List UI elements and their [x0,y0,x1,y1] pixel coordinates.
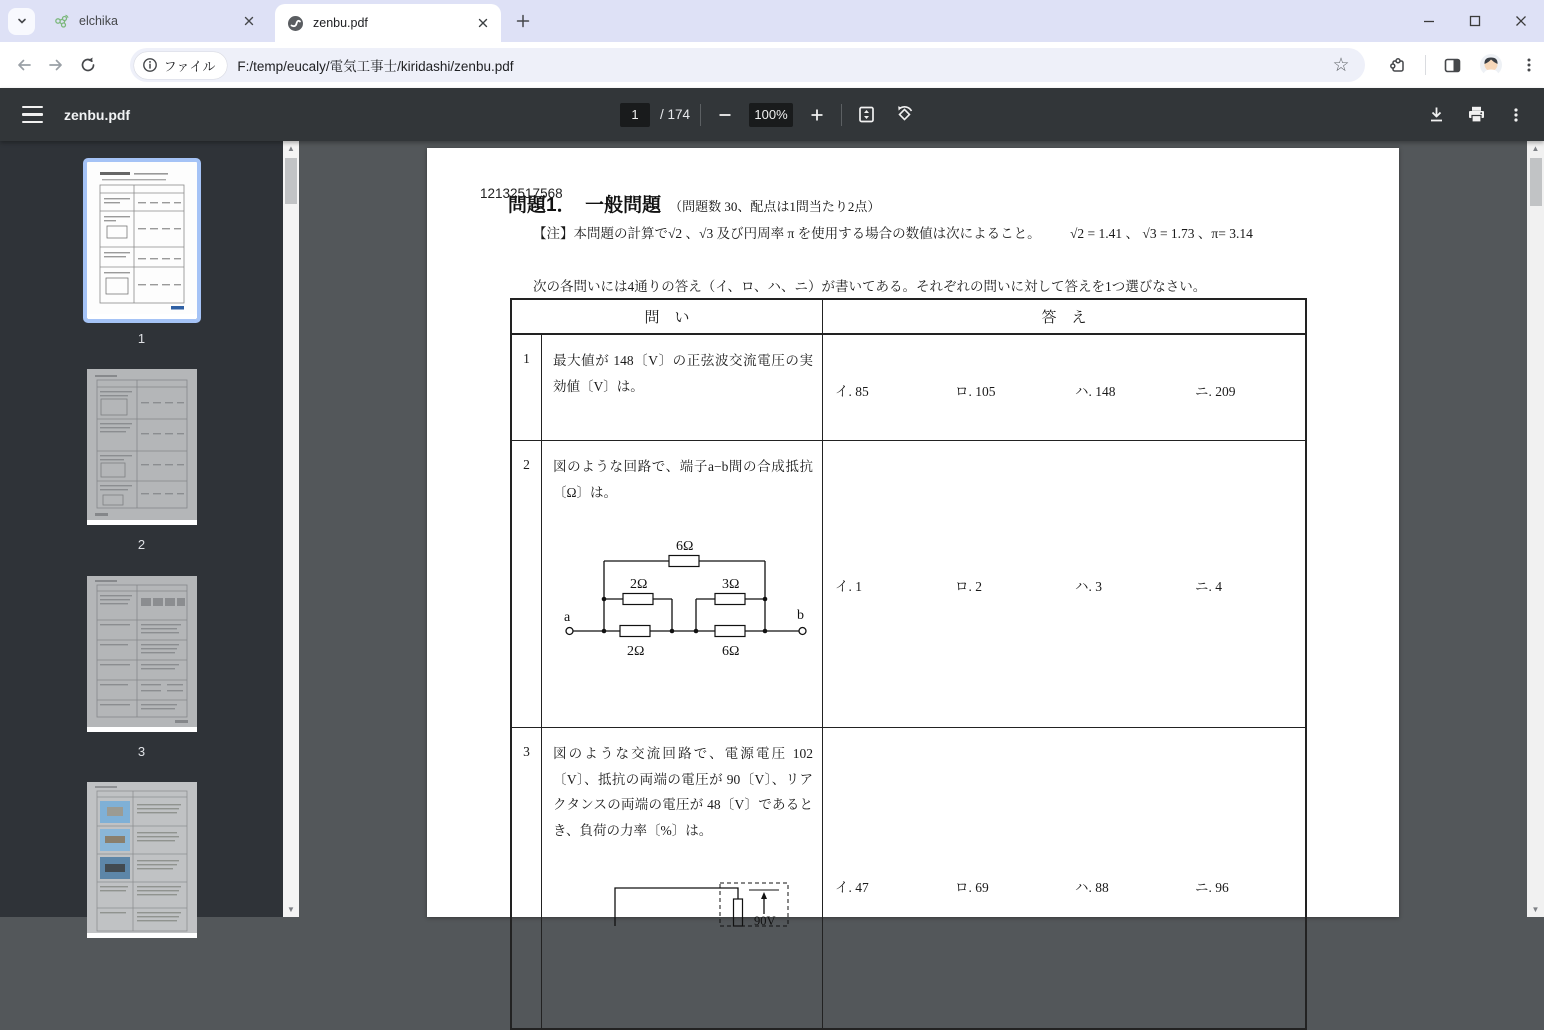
pdf-action-buttons [1422,88,1530,141]
address-bar[interactable] [130,48,1365,82]
ac-circuit-diagram [610,882,792,926]
side-panel-icon [1443,56,1462,75]
resistor-label: 6Ω [722,644,740,659]
header-question: 問 い [512,300,823,333]
pdf-more-menu-button[interactable] [1502,101,1530,129]
fit-page-icon [857,105,876,124]
minimize-button[interactable] [1406,0,1452,42]
section-title: 問題1． 一般問題 [508,195,662,216]
main-scrollbar[interactable] [1527,141,1544,917]
tab-label: elchika [79,14,118,28]
page-thumbnail-2[interactable] [87,369,197,553]
terminal-label: b [797,608,804,623]
answer-option: イ. 47 [835,880,869,895]
reload-icon [79,56,97,74]
forward-arrow-icon [47,56,65,74]
zoom-level-input[interactable] [749,103,793,127]
answer-option: ニ. 96 [1195,880,1229,895]
answer-option: ハ. 148 [1075,384,1116,399]
page-thumbnail-1[interactable] [87,162,197,347]
elchika-favicon [53,13,70,30]
scrollbar-thumb[interactable] [285,158,297,204]
close-window-button[interactable] [1498,0,1544,42]
bookmark-star-icon[interactable]: ☆ [1327,51,1355,79]
question-text: 図のような交流回路で、電源電圧 102〔V〕、抵抗の両端の電圧が 90〔V〕、リアクタンスの両端の電圧が 48〔V〕であるとき、負荷の力率〔%〕は。 [553,746,813,838]
instruction-text: 次の各問いには4通りの答え（イ、ロ、ハ、ニ）が書いてある。それぞれの問いに対して答えを1つ選びなさい。 [533,279,1207,294]
page-count-label: / 174 [660,107,691,122]
answer-cell [823,335,1305,440]
question-cell [542,728,823,1028]
forward-button[interactable] [40,49,72,81]
info-icon [142,57,158,73]
scroll-down-arrow[interactable]: ▼ [287,905,295,914]
thumbnail-page-number: 3 [137,744,146,759]
tab-close-icon[interactable] [240,13,257,30]
question-cell [542,441,823,727]
kebab-menu-icon [1521,57,1537,73]
section-title-note: （問題数 30、配点は1問当たり2点） [669,199,881,214]
toolbar-divider [841,104,842,126]
download-button[interactable] [1422,101,1450,129]
maximize-icon [1469,15,1481,27]
url-text[interactable]: F:/temp/eucaly/電気工事士/kiridashi/zenbu.pdf [237,59,514,74]
file-scheme-chip[interactable] [134,52,228,79]
scheme-chip-label: ファイル [163,58,216,74]
avatar-icon [1479,53,1503,77]
answer-option: ハ. 88 [1075,880,1109,895]
answer-options [835,380,1315,400]
resistor-label: 2Ω [630,577,648,592]
table-row [512,335,1305,441]
pdf-page-1 [427,148,1399,928]
back-arrow-icon [15,56,33,74]
question-text: 最大値が 148〔V〕の正弦波交流電圧の実効値〔V〕は。 [542,335,823,440]
pdf-menu-button[interactable] [12,95,52,135]
answer-options [835,876,1315,896]
pdf-page-controls [620,88,918,141]
thumbnail-preview [87,162,197,319]
sidebar-scrollbar[interactable] [283,141,299,917]
window-controls [1406,0,1544,42]
fit-to-page-button[interactable] [852,101,880,129]
browser-menu-button[interactable] [1514,50,1544,80]
side-panel-button[interactable] [1438,50,1468,80]
zoom-out-button[interactable] [711,101,739,129]
answer-option: イ. 1 [835,579,862,594]
answer-option: イ. 85 [835,384,869,399]
thumbnail-page-number: 2 [137,537,146,552]
pdf-viewer-content [0,141,1544,928]
page-thumbnail-3[interactable] [87,576,197,760]
resistor-label: 2Ω [627,644,645,659]
tab-search-button[interactable] [8,8,35,35]
extensions-button[interactable] [1383,50,1413,80]
answer-options [835,575,1315,595]
browser-toolbar [0,42,1544,88]
voltage-label: 90V [754,914,776,928]
pdf-viewer-toolbar [0,88,1544,141]
scroll-up-arrow[interactable]: ▲ [1531,144,1540,153]
resistor-network-diagram [562,531,812,671]
resistor-label: 3Ω [722,577,740,592]
thumbnail-preview [87,782,197,938]
exam-id-watermark: 12132517568 [480,186,563,201]
answer-option: ロ. 2 [955,579,982,594]
print-button[interactable] [1462,101,1490,129]
page-thumbnail-4[interactable] [87,782,197,966]
answer-cell [823,728,1305,1028]
rotate-icon [895,105,914,124]
thumbnail-preview [87,576,197,732]
profile-avatar[interactable] [1476,50,1506,80]
toolbar-right-icons [1383,50,1544,80]
table-row [512,441,1305,728]
thumbnail-page-number: 1 [137,331,146,346]
answer-cell [823,441,1305,727]
rotate-button[interactable] [890,101,918,129]
tab-strip [0,0,1544,42]
question-number: 3 [512,728,542,1028]
pdf-page-view [299,141,1527,928]
note-values: √2 = 1.41 、 √3 = 1.73 、π= 3.14 [1070,226,1253,241]
table-row [512,728,1305,1028]
minimize-icon [1423,15,1435,27]
calculation-note [533,222,1253,242]
scrollbar-thumb[interactable] [1530,158,1542,206]
note-text: 【注】本問題の計算で√2 、√3 及び円周率 π を使用する場合の数値は次によること。 [533,226,1041,241]
tab-label: zenbu.pdf [313,16,368,30]
kebab-menu-icon [1508,107,1524,123]
plus-icon [516,14,530,28]
question-number: 1 [512,335,542,440]
question-number: 2 [512,441,542,727]
thumbnail-sidebar [0,141,283,917]
scroll-up-arrow[interactable]: ▲ [287,144,295,153]
question-table [510,298,1307,1030]
header-answer: 答 え [1041,310,1087,326]
chevron-down-icon [15,14,29,28]
table-header-row [512,300,1305,335]
section-title-row [508,190,880,217]
answer-option: ロ. 105 [955,384,996,399]
toolbar-divider [700,104,701,126]
back-button[interactable] [8,49,40,81]
tab-elchika[interactable] [41,4,267,38]
download-icon [1427,105,1446,124]
thumbnail-preview [87,369,197,525]
answer-option: ニ. 4 [1195,579,1222,594]
terminal-label: a [564,610,571,625]
minus-icon [717,107,733,123]
answer-option: ニ. 209 [1195,384,1236,399]
reload-button[interactable] [72,49,104,81]
page-number-input[interactable] [620,103,650,127]
answer-option: ハ. 3 [1075,579,1102,594]
tab-zenbu-pdf[interactable] [275,4,501,42]
plus-icon [809,107,825,123]
zoom-in-button[interactable] [803,101,831,129]
new-tab-button[interactable] [509,7,537,35]
maximize-button[interactable] [1452,0,1498,42]
puzzle-icon [1389,56,1407,74]
close-icon [1515,15,1527,27]
question-text: 図のような回路で、端子a−b間の合成抵抗〔Ω〕は。 [553,459,813,500]
answer-option: ロ. 69 [955,880,989,895]
scroll-down-arrow[interactable]: ▼ [1531,905,1540,914]
pdf-title: zenbu.pdf [64,106,131,123]
tab-close-icon[interactable] [474,15,491,32]
resistor-label: 6Ω [676,539,694,554]
print-icon [1467,105,1486,124]
pdf-document-favicon [287,15,304,32]
toolbar-divider [1425,55,1426,75]
